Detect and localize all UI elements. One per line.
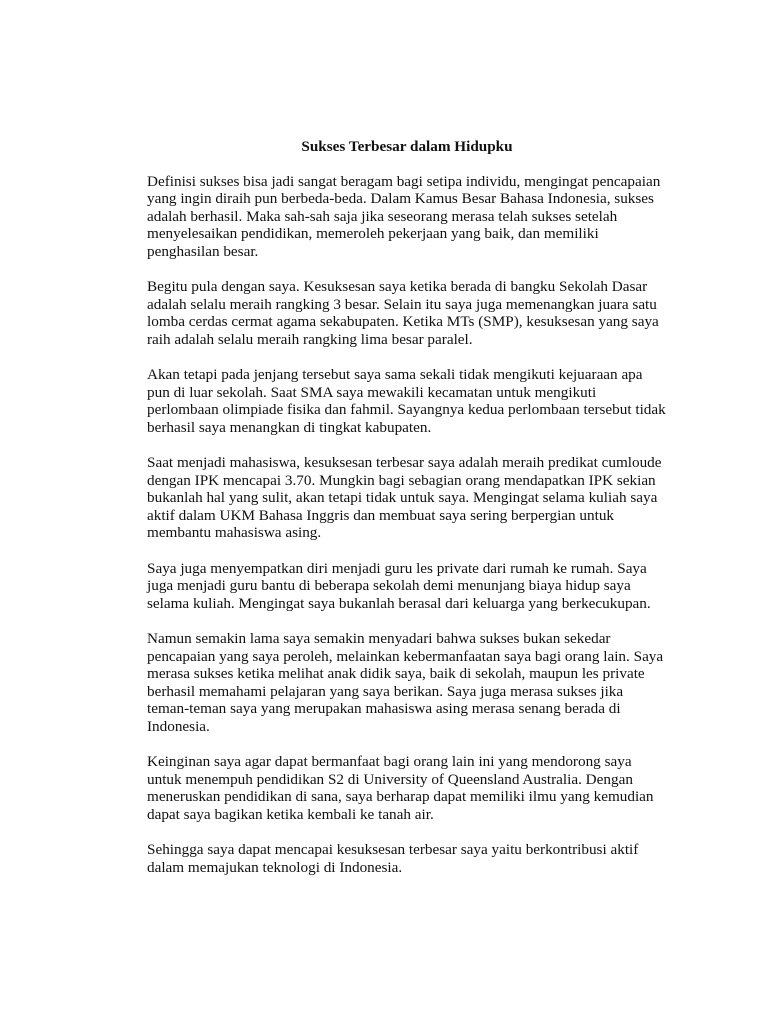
paragraph-5: Saya juga menyempatkan diri menjadi guru les private dari rumah ke rumah. Saya juga menjadi guru bantu di beberapa sekolah demi menunjang biaya hidup saya selama kuliah. Mengingat saya bukanlah berasal dari keluarga yang berkecukupan. [147, 559, 651, 612]
paragraph-8: Sehingga saya dapat mencapai kesuksesan terbesar saya yaitu berkontribusi aktif dalam memajukan teknologi di Indonesia. [147, 841, 639, 876]
paragraph-3: Akan tetapi pada jenjang tersebut saya sama sekali tidak mengikuti kejuaraan apa pun di luar sekolah. Saat SMA saya mewakili kecamatan untuk mengikuti perlombaan olimpiade fisika dan fahmil. Sayangnya kedua perlombaan tersebut tidak berhasil saya menangkan di tingkat kabupaten. [147, 366, 666, 436]
paragraph-1: Definisi sukses bisa jadi sangat beragam bagi setipa individu, mengingat pencapaian yang ingin diraih pun berbeda-beda. Dalam Kamus Besar Bahasa Indonesia, sukses adalah berhasil. Maka sah-sah saja jika seseorang merasa telah sukses setelah menyelesaikan pendidikan, memeroleh pekerjaan yang baik, dan memiliki penghasilan besar. [147, 172, 661, 260]
document-page [147, 138, 667, 894]
paragraph-4: Saat menjadi mahasiswa, kesuksesan terbesar saya adalah meraih predikat cumloude dengan IPK mencapai 3.70. Mungkin bagi sebagian orang mendapatkan IPK sekian bukanlah hal yang sulit, akan tetapi tidak untuk saya. Mengingat selama kuliah saya aktif dalam UKM Bahasa Inggris dan membuat saya sering berpergian untuk membantu mahasiswa asing. [147, 454, 662, 542]
paragraph-2: Begitu pula dengan saya. Kesuksesan saya ketika berada di bangku Sekolah Dasar adalah selalu meraih rangking 3 besar. Selain itu saya juga memenangkan juara satu lomba cerdas cermat agama sekabupaten. Ketika MTs (SMP), kesuksesan yang saya raih adalah selalu meraih rangking lima besar paralel. [147, 278, 659, 348]
paragraph-6: Namun semakin lama saya semakin menyadari bahwa sukses bukan sekedar pencapaian yang saya peroleh, melainkan kebermanfaatan saya bagi orang lain. Saya merasa sukses ketika melihat anak didik saya, baik di sekolah, maupun les private berhasil memahami pelajaran yang saya berikan. Saya juga merasa sukses jika teman-teman saya yang merupakan mahasiswa asing merasa senang berada di Indonesia. [147, 630, 664, 735]
paragraph-7: Keinginan saya agar dapat bermanfaat bagi orang lain ini yang mendorong saya untuk menempuh pendidikan S2 di University of Queensland Australia. Dengan meneruskan pendidikan di sana, saya berharap dapat memiliki ilmu yang kemudian dapat saya bagikan ketika kembali ke tanah air. [147, 753, 654, 823]
document-title: Sukses Terbesar dalam Hidupku [301, 138, 513, 155]
